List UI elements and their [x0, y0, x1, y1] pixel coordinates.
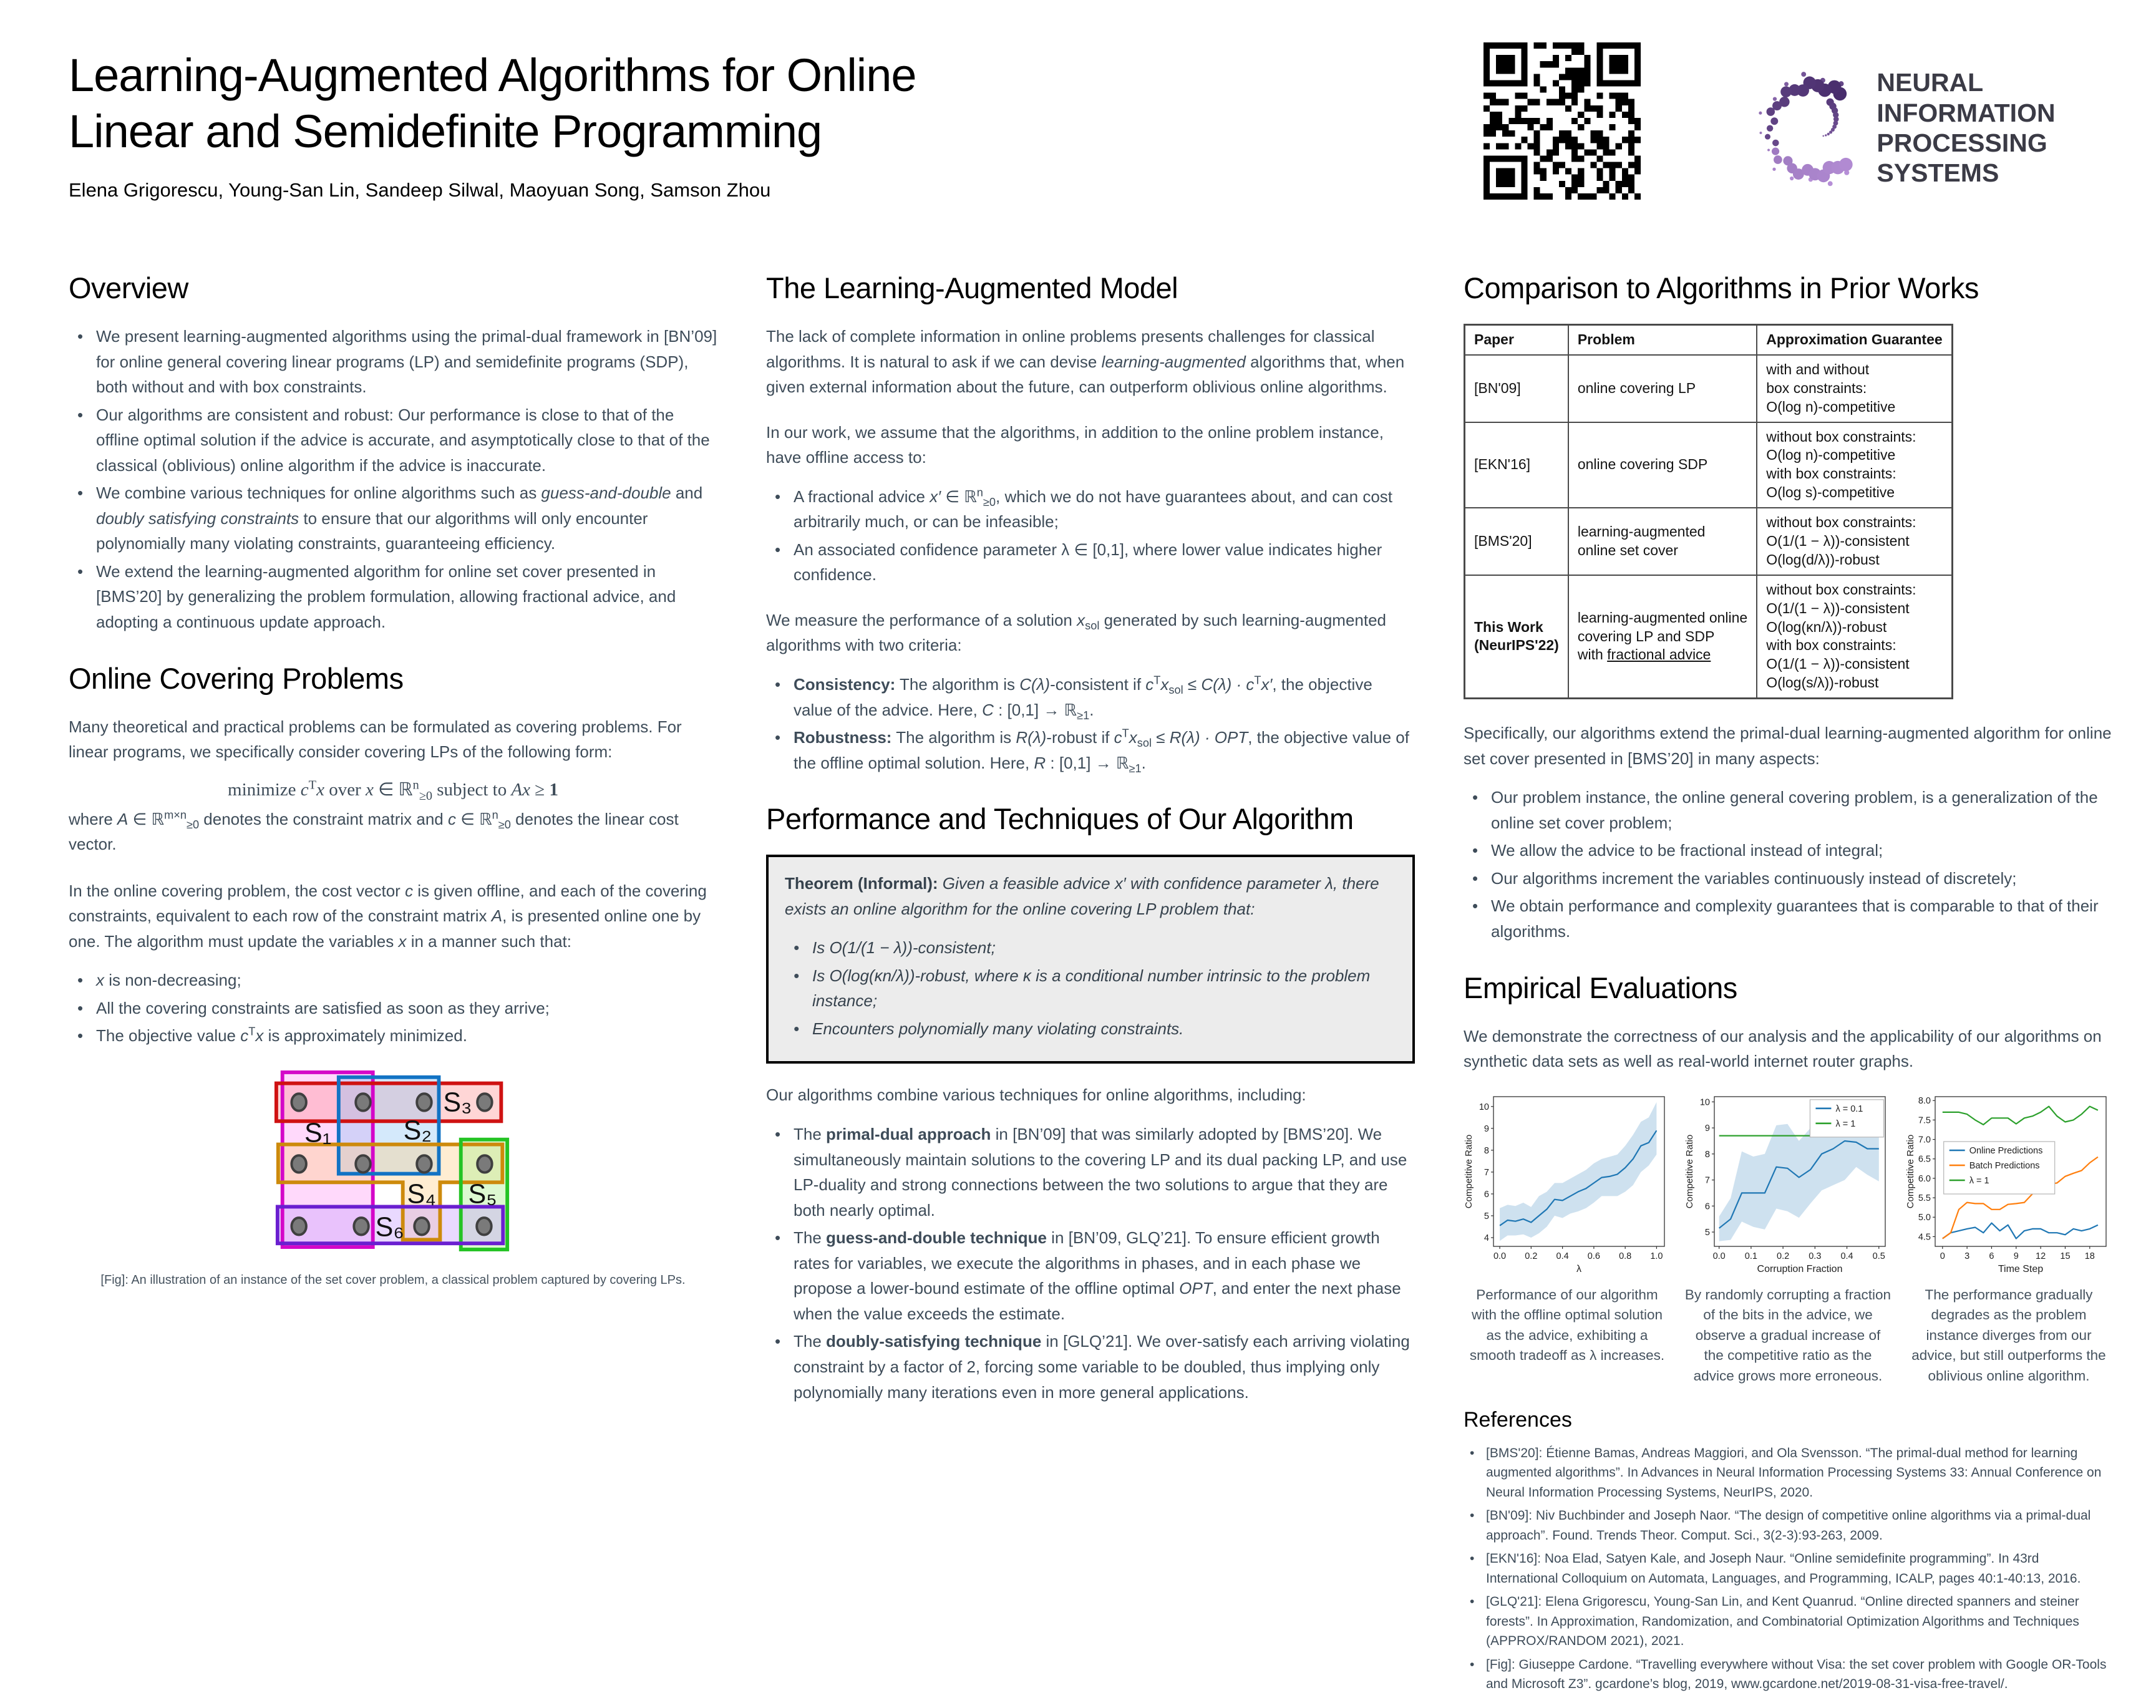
- table-row: [1465, 508, 1953, 575]
- empirical-heading: Empirical Evaluations: [1464, 971, 1737, 1004]
- figure-caption: [Fig]: An illustration of an instance of the set cover problem, a classical problem captured by covering LPs.: [100, 1273, 686, 1288]
- svg-text:0.2: 0.2: [1525, 1251, 1538, 1261]
- references-heading: References: [1464, 1407, 1572, 1432]
- svg-text:7: 7: [1704, 1175, 1710, 1186]
- table-cell-problem: learning-augmented online set cover: [1568, 508, 1757, 575]
- svg-text:10: 10: [1479, 1102, 1489, 1112]
- theorem-box: [766, 855, 1415, 1064]
- svg-text:9: 9: [1704, 1123, 1710, 1133]
- chart-1-caption: Performance of our algorithm with the offline optimal solution as the advice, exhibiting a smooth tradeoff as λ increases.: [1469, 1286, 1665, 1364]
- list-item: • The objective value $c^Tx$ is approximately minimized.: [69, 1023, 717, 1049]
- neurips-logo: [1753, 50, 2112, 206]
- list-item: • The guess-and-double technique in [BN’09, GLQ’21]. To ensure efficient growth rates for variables, we execute the algorithms in phases, and in each phase we propose a lower-bound estimate of the offline optimal OPT, and enter the next phase when the value exceeds the estimate.: [766, 1225, 1415, 1326]
- model-para-3: We measure the performance of a solution $x_{sol}$ generated by such learning-augmented algorithms with two criteria:: [766, 610, 1387, 655]
- chart-corruption: [1684, 1088, 1891, 1387]
- svg-text:7.0: 7.0: [1918, 1135, 1931, 1145]
- list-item: • We allow the advice to be fractional instead of integral;: [1464, 838, 2112, 863]
- comparison-bullets: [1464, 785, 2112, 944]
- svg-text:0.0: 0.0: [1712, 1251, 1726, 1261]
- performance-heading: Performance and Techniques of Our Algorithm: [766, 802, 1354, 836]
- list-item: • [Fig]: Giuseppe Cardone. “Travelling everywhere without Visa: the set cover problem with Google OR-Tools and Microsoft Z3”. gcardone’s blog, 2019, www.gcardone.net/2019-08-31-visa-free-travel/.: [1464, 1655, 2112, 1694]
- svg-text:15: 15: [2060, 1251, 2071, 1261]
- label-s2: S₂: [403, 1115, 432, 1146]
- svg-text:4: 4: [1483, 1233, 1489, 1243]
- list-item: • We combine various techniques for online algorithms such as guess-and-double and doubly satisfying constraints to ensure that our algorithms will only encounter polynomially many violating constraints, guaranteeing efficiency.: [69, 480, 717, 556]
- svg-text:Competitive Ratio: Competitive Ratio: [1464, 1134, 1474, 1208]
- table-header: Problem: [1568, 325, 1757, 355]
- chart-2-caption: By randomly corrupting a fraction of the bits in the advice, we observe a gradual increase of the competitive ratio as the advice grows more erroneous.: [1684, 1286, 1891, 1384]
- svg-text:6.5: 6.5: [1918, 1154, 1931, 1165]
- table-cell-guarantee: without box constraints: O(1/(1 − λ))-consistent O(log(d/λ))-robust: [1757, 508, 1952, 575]
- overview-bullets: [69, 324, 717, 635]
- list-item: • Our problem instance, the online general covering problem, is a generalization of the online set cover problem;: [1464, 785, 2112, 835]
- list-item: • We present learning-augmented algorithms using the primal-dual framework in [BN’09] for online general covering linear programs (LP) and semidefinite programs (SDP), both without and with box constraints.: [69, 324, 717, 400]
- comparison-para: Specifically, our algorithms extend the primal-dual learning-augmented algorithm for online set cover presented in [BMS’20] in many aspects:: [1464, 724, 2112, 768]
- svg-text:λ = 1: λ = 1: [1969, 1175, 1989, 1186]
- svg-text:0.0: 0.0: [1493, 1251, 1507, 1261]
- svg-text:0.6: 0.6: [1587, 1251, 1600, 1261]
- svg-text:Competitive Ratio: Competitive Ratio: [1905, 1134, 1916, 1208]
- empirical-para: We demonstrate the correctness of our analysis and the applicability of our algorithms on synthetic data sets as well as real-world internet router graphs.: [1464, 1026, 2102, 1071]
- svg-text:Time Step: Time Step: [1998, 1263, 2044, 1274]
- svg-text:5.5: 5.5: [1918, 1193, 1931, 1203]
- list-item: • We obtain performance and complexity guarantees that is comparable to that of their algorithms.: [1464, 893, 2112, 944]
- svg-text:0.1: 0.1: [1744, 1251, 1757, 1261]
- list-item: • [EKN'16]: Noa Elad, Satyen Kale, and Joseph Naur. “Online semidefinite programming”. In 43rd International Colloquium on Automata, Languages, and Programming, ICALP, pages 40:1-40:13, 2016.: [1464, 1549, 2112, 1588]
- svg-text:7.5: 7.5: [1918, 1115, 1931, 1126]
- list-item: • We extend the learning-augmented algorithm for online set cover presented in [BMS’20] by generalizing the problem formulation, allowing fractional advice, and adopting a continuous update approach.: [69, 559, 717, 635]
- svg-text:0.2: 0.2: [1777, 1251, 1790, 1261]
- list-item: • Is O(log(κn/λ))-robust, where κ is a conditional number intrinsic to the problem instance;: [785, 963, 1396, 1014]
- svg-text:4.5: 4.5: [1918, 1232, 1931, 1243]
- list-item: • The doubly-satisfying technique in [GLQ’21]. We over-satisfy each arriving violating constraint by a factor of 2, forcing some variable to be doubled, thus implying only polynomially many iterations even in more general applications.: [766, 1329, 1415, 1405]
- svg-text:λ = 0.1: λ = 0.1: [1835, 1104, 1863, 1114]
- technique-bullets: [766, 1122, 1415, 1405]
- svg-text:6: 6: [1483, 1189, 1489, 1200]
- title-line-1: Learning-Augmented Algorithms for Online: [69, 49, 916, 101]
- chart-lambda-tradeoff-plot: [1464, 1088, 1671, 1276]
- svg-text:0.3: 0.3: [1809, 1251, 1822, 1261]
- svg-text:18: 18: [2084, 1251, 2095, 1261]
- svg-text:9: 9: [2013, 1251, 2019, 1261]
- chart-timestep: [1905, 1088, 2112, 1387]
- label-s6: S₆: [375, 1212, 404, 1243]
- covering-para-1: Many theoretical and practical problems can be formulated as covering problems. For linear programs, we specifically consider covering LPs of the following form:: [69, 717, 682, 762]
- svg-text:8.0: 8.0: [1918, 1095, 1931, 1106]
- references-list: [1464, 1444, 2112, 1694]
- svg-text:0.5: 0.5: [1872, 1251, 1885, 1261]
- model-para-1: The lack of complete information in online problems presents challenges for classical algorithms. It is natural to ask if we can devise learning-augmented algorithms that, when given external information about the future, can outperform oblivious online algorithms.: [766, 327, 1405, 397]
- svg-text:6: 6: [1704, 1201, 1710, 1211]
- svg-text:8: 8: [1483, 1145, 1489, 1156]
- model-heading: The Learning-Augmented Model: [766, 271, 1178, 304]
- table-cell-problem: online covering SDP: [1568, 422, 1757, 508]
- chart-3-caption: The performance gradually degrades as the problem instance diverges from our advice, but still outperforms the oblivious online algorithm.: [1911, 1286, 2106, 1384]
- table-cell-problem: online covering LP: [1568, 355, 1757, 422]
- table-cell-paper: [BMS'20]: [1465, 508, 1568, 575]
- list-item: • Our algorithms increment the variables continuously instead of discretely;: [1464, 866, 2112, 891]
- table-cell-paper: This Work (NeurIPS'22): [1465, 575, 1568, 699]
- svg-text:9: 9: [1483, 1123, 1489, 1134]
- svg-text:0.4: 0.4: [1556, 1251, 1569, 1261]
- list-item: • x is non-decreasing;: [69, 968, 717, 993]
- table-header: Approximation Guarantee: [1757, 325, 1952, 355]
- list-item: • An associated confidence parameter λ ∈ [0,1], where lower value indicates higher confidence.: [766, 537, 1415, 588]
- table-cell-guarantee: without box constraints: O(log n)-competitive with box constraints: O(log s)-competitive: [1757, 422, 1952, 508]
- neurips-swirl-icon: [1753, 50, 1875, 206]
- comparison-heading: Comparison to Algorithms in Prior Works: [1464, 271, 1979, 304]
- chart-timestep-plot: [1905, 1088, 2112, 1276]
- label-s4: S₄: [407, 1179, 436, 1210]
- set-cover-diagram: [274, 1067, 512, 1254]
- list-item: • Our algorithms are consistent and robust: Our performance is close to that of the offline optimal solution if the advice is accurate, and asymptotically close to that of the classical (oblivious) online algorithm if the advice is inaccurate.: [69, 402, 717, 478]
- svg-text:10: 10: [1699, 1097, 1710, 1107]
- list-item: • Is O(1/(1 − λ))-consistent;: [785, 935, 1396, 961]
- column-middle: [766, 271, 1415, 1708]
- list-item: • [BN'09]: Niv Buchbinder and Joseph Naor. “The design of competitive online algorithms via a primal-dual approach”. Found. Trends Theor. Comput. Sci., 3(2-3):93-263, 2009.: [1464, 1506, 2112, 1545]
- svg-text:7: 7: [1483, 1167, 1489, 1178]
- table-row: [1465, 575, 1953, 699]
- table-cell-guarantee: with and without box constraints: O(log n)-competitive: [1757, 355, 1952, 422]
- svg-text:0: 0: [1940, 1251, 1945, 1261]
- svg-text:λ = 1: λ = 1: [1835, 1118, 1856, 1129]
- list-item: • The primal-dual approach in [BN’09] that was similarly adopted by [BMS’20]. We simultaneously maintain solutions to the covering LP and its dual packing LP, and use LP-duality and strong connections between the two solutions to argue that they are both nearly optimal.: [766, 1122, 1415, 1223]
- svg-text:0.8: 0.8: [1619, 1251, 1632, 1261]
- list-item: • Encounters polynomially many violating constraints.: [785, 1016, 1396, 1042]
- set-cover-figure: [274, 1067, 512, 1257]
- label-s3: S₃: [443, 1087, 472, 1118]
- label-s1: S₁: [304, 1118, 332, 1148]
- techniques-intro: Our algorithms combine various techniques for online algorithms, including:: [766, 1085, 1306, 1105]
- model-criteria: [766, 672, 1415, 775]
- table-header: Paper: [1465, 325, 1568, 355]
- covering-para-2: where A ∈ ℝ$^{m\times n}_{\ge 0}$ denotes the constraint matrix and c ∈ ℝ$^n_{\ge 0}$ denotes the linear cost vector.: [69, 808, 679, 854]
- list-item: • A fractional advice x′ ∈ ℝ$^n_{\ge 0}$, which we do not have guarantees about, and can cost arbitrarily much, or can be infeasible;: [766, 484, 1415, 535]
- column-right: [1464, 271, 2112, 1708]
- list-item: • [GLQ'21]: Elena Grigorescu, Young-San Lin, and Kent Quanrud. “Online directed spanners and steiner forests”. In Approximation, Randomization, and Combinatorial Optimization Algorithms and Techniques (APPROX/RANDOM 2021), 2021.: [1464, 1592, 2112, 1651]
- table-cell-problem: learning-augmented online covering LP and SDP with fractional advice: [1568, 575, 1757, 699]
- covering-formula: minimize $c^Tx$ over x ∈ ℝ$^n_{\ge 0}$ subject to Ax ≥ 1: [228, 778, 558, 803]
- table-row: [1465, 422, 1953, 508]
- logo-text-line-2: PROCESSING SYSTEMS: [1877, 129, 2047, 188]
- list-item: • All the covering constraints are satisfied as soon as they arrive;: [69, 996, 717, 1021]
- chart-lambda-tradeoff: [1464, 1088, 1671, 1387]
- svg-text:5: 5: [1704, 1227, 1710, 1238]
- model-para-2: In our work, we assume that the algorithms, in addition to the online problem instance, have offline access to:: [766, 422, 1384, 467]
- svg-text:Competitive Ratio: Competitive Ratio: [1684, 1134, 1695, 1208]
- svg-text:Online Predictions: Online Predictions: [1969, 1145, 2043, 1156]
- poster-header: [69, 47, 2112, 253]
- list-item: • Consistency: The algorithm is C(λ)-consistent if $c^Tx_{sol} \le C(\lambda) \cdot c^Tx'$, the objective value of the advice. Here, C : [0,1] → ℝ$_{\ge 1}$.: [766, 672, 1415, 722]
- table-cell-paper: [BN'09]: [1465, 355, 1568, 422]
- svg-text:6.0: 6.0: [1918, 1173, 1931, 1184]
- svg-text:6: 6: [1989, 1251, 1994, 1261]
- theorem-intro: Theorem (Informal): Given a feasible advice x′ with confidence parameter λ, there exists an online algorithm for the online covering LP problem that:: [785, 874, 1379, 918]
- table-row: [1465, 355, 1953, 422]
- list-item: • Robustness: The algorithm is R(λ)-robust if $c^Tx_{sol} \le R(\lambda)$ · OPT, the objective value of the offline optimal solution. Here, R : [0,1] → ℝ$_{\ge 1}$.: [766, 725, 1415, 775]
- svg-text:8: 8: [1704, 1149, 1710, 1160]
- column-left: [69, 271, 717, 1708]
- overview-heading: Overview: [69, 271, 188, 304]
- svg-text:Corruption Fraction: Corruption Fraction: [1757, 1263, 1843, 1274]
- svg-text:Batch Predictions: Batch Predictions: [1969, 1160, 2040, 1171]
- svg-text:3: 3: [1964, 1251, 1970, 1261]
- svg-text:12: 12: [2036, 1251, 2046, 1261]
- chart-corruption-plot: [1684, 1088, 1891, 1276]
- comparison-table: [1464, 324, 1953, 699]
- svg-text:λ: λ: [1576, 1263, 1581, 1274]
- neurips-logo-text: [1877, 67, 2112, 188]
- svg-text:1.0: 1.0: [1650, 1251, 1663, 1261]
- table-cell-guarantee: without box constraints: O(1/(1 − λ))-consistent O(log(κn/λ))-robust with box constraints: O(1/(1 − λ))-consistent O(log(s/λ))-robust: [1757, 575, 1952, 699]
- qr-code-icon: [1483, 42, 1641, 200]
- charts-row: [1464, 1088, 2112, 1387]
- model-bullets: [766, 484, 1415, 588]
- authors: Elena Grigorescu, Young-San Lin, Sandeep Silwal, Maoyuan Song, Samson Zhou: [69, 178, 771, 201]
- theorem-bullets: [785, 935, 1396, 1041]
- title-line-2: Linear and Semidefinite Programming: [69, 105, 822, 158]
- svg-text:5: 5: [1483, 1211, 1489, 1221]
- covering-para-3: In the online covering problem, the cost vector c is given offline, and each of the covering constraints, equivalent to each row of the constraint matrix A, is presented online one by one. The algorithm must update the variables x in a manner such that:: [69, 881, 707, 951]
- svg-text:5.0: 5.0: [1918, 1212, 1931, 1223]
- covering-heading: Online Covering Problems: [69, 661, 404, 695]
- label-s5: S₅: [468, 1179, 497, 1210]
- covering-bullets: [69, 968, 717, 1049]
- table-cell-paper: [EKN'16]: [1465, 422, 1568, 508]
- logo-text-line-1: NEURAL INFORMATION: [1877, 68, 2056, 127]
- list-item: • [BMS'20]: Étienne Bamas, Andreas Maggiori, and Ola Svensson. “The primal-dual method for learning augmented algorithms”. In Advances in Neural Information Processing Systems 33: Annual Conference on Neural Information Processing Systems, NeurIPS, 2020.: [1464, 1444, 2112, 1503]
- svg-text:0.4: 0.4: [1840, 1251, 1853, 1261]
- poster-columns: [69, 271, 2112, 1708]
